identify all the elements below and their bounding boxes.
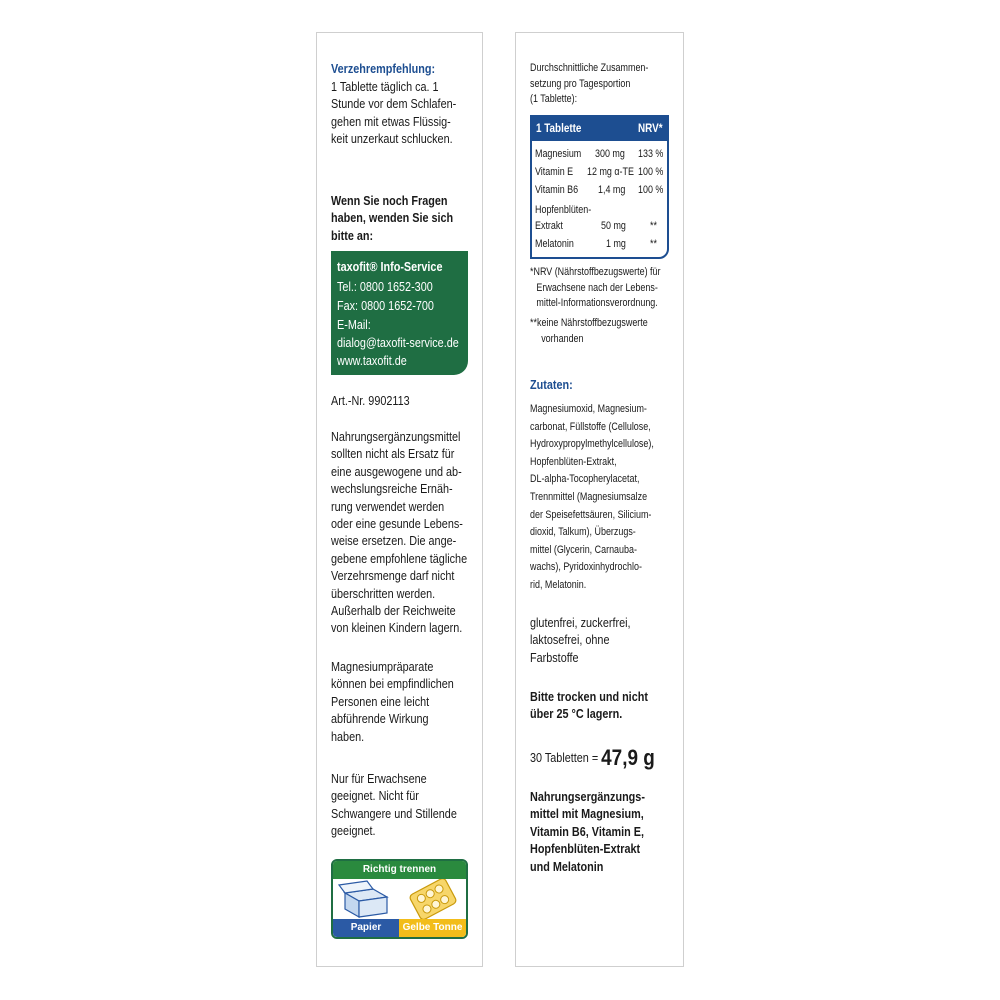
ingredients-heading: Zutaten: <box>530 378 573 392</box>
info-service-tel: Tel.: 0800 1652-300 <box>337 280 433 294</box>
no-nrv-footnote: **keine Nährstoffbezugswerte vorhanden <box>530 317 648 345</box>
adults-note: Nur für Erwachsene geeignet. Nicht für Schwangere und Stillende geeignet. <box>331 772 457 839</box>
recycling-badge-header <box>333 861 466 879</box>
right-label-panel <box>515 32 684 967</box>
nrv-footnote: *NRV (Nährstoffbezugswerte) für Erwachsene nach der Lebens- mittel-Informationsverordnung. <box>530 266 661 310</box>
nutrition-table-header <box>532 117 667 141</box>
warning-text: Nahrungsergänzungsmittel sollten nicht als Ersatz für eine ausgewogene und ab- wechslungsreiche Ernäh- rung verwendet werden oder eine gesunde Lebens- weise ersetzen. Die ange- gebene empfohlene tägliche Verzehrsmenge darf nicht überschritten werden. Außerhalb der Reichweite von kleinen Kindern lagern. <box>331 430 468 636</box>
magnesium-note: Magnesiumpräparate können bei empfindlichen Personen eine leicht abführende Wirkung haben. <box>331 660 454 744</box>
article-number: Art.-Nr. 9902113 <box>331 394 410 408</box>
blister-pack-icon <box>399 879 466 919</box>
product-description: Nahrungsergänzungs- mittel mit Magnesium, Vitamin B6, Vitamin E, Hopfenblüten-Extrakt und Melatonin <box>530 790 645 874</box>
free-from-text: glutenfrei, zuckerfrei, laktosefrei, ohne Farbstoffe <box>530 616 631 665</box>
info-service-website: www.taxofit.de <box>337 354 407 368</box>
usage-heading: Verzehrempfehlung: <box>331 62 436 76</box>
net-weight: 47,9 g <box>601 745 655 770</box>
ingredients-text: Magnesiumoxid, Magnesium- carbonat, Füllstoffe (Cellulose, Hydroxypropylmethylcellulose), Hopfenblüten-Extrakt, DL-alpha-Tocopherylacetat, Trennmittel (Magnesiumsalze der Speisefettsäuren, Silicium- dioxid, Talkum), Überzugs- mittel (Glycerin, Carnauba- wachs), Pyridoxinhydrochlo- rid, Melatonin. <box>530 403 654 591</box>
usage-text: 1 Tablette täglich ca. 1 Stunde vor dem Schlafen- gehen mit etwas Flüssig- keit unzerkaut schlucken. <box>331 80 457 147</box>
info-service-email-label: E-Mail: <box>337 318 371 332</box>
composition-intro: Durchschnittliche Zusammen- setzung pro Tagesportion (1 Tablette): <box>530 62 649 106</box>
info-service-title: taxofit® Info-Service <box>337 260 443 274</box>
yellow-bin-label: Gelbe Tonne <box>399 919 466 937</box>
info-service-email: dialog@taxofit-service.de <box>337 336 459 350</box>
questions-text: Wenn Sie noch Fragen haben, wenden Sie sich bitte an: <box>331 194 454 243</box>
storage-text: Bitte trocken und nicht über 25 °C lagern. <box>530 690 648 722</box>
info-service-fax: Fax: 0800 1652-700 <box>337 299 434 313</box>
tablet-count: 30 Tabletten = <box>530 751 599 765</box>
recycling-badge <box>331 859 468 939</box>
nutrition-table: 1 Tablette NRV* Magnesium 300 mg 133 % Vitamin E 12 mg α-TE 100 % Vitamin B6 1,4 mg 100 % Hopfenblüten- Extrakt 50 mg ** Melatonin 1 mg ** <box>530 115 669 259</box>
net-quantity <box>530 745 655 770</box>
recycling-badge-title: Richtig trennen <box>362 864 437 875</box>
info-service-box <box>331 251 468 375</box>
box-icon <box>333 879 399 919</box>
nutrition-table-header-label: 1 Tablette <box>536 123 582 135</box>
left-label-panel <box>316 32 483 967</box>
paper-label: Papier <box>333 919 399 937</box>
nutrition-table-header-nrv: NRV* <box>638 123 663 135</box>
